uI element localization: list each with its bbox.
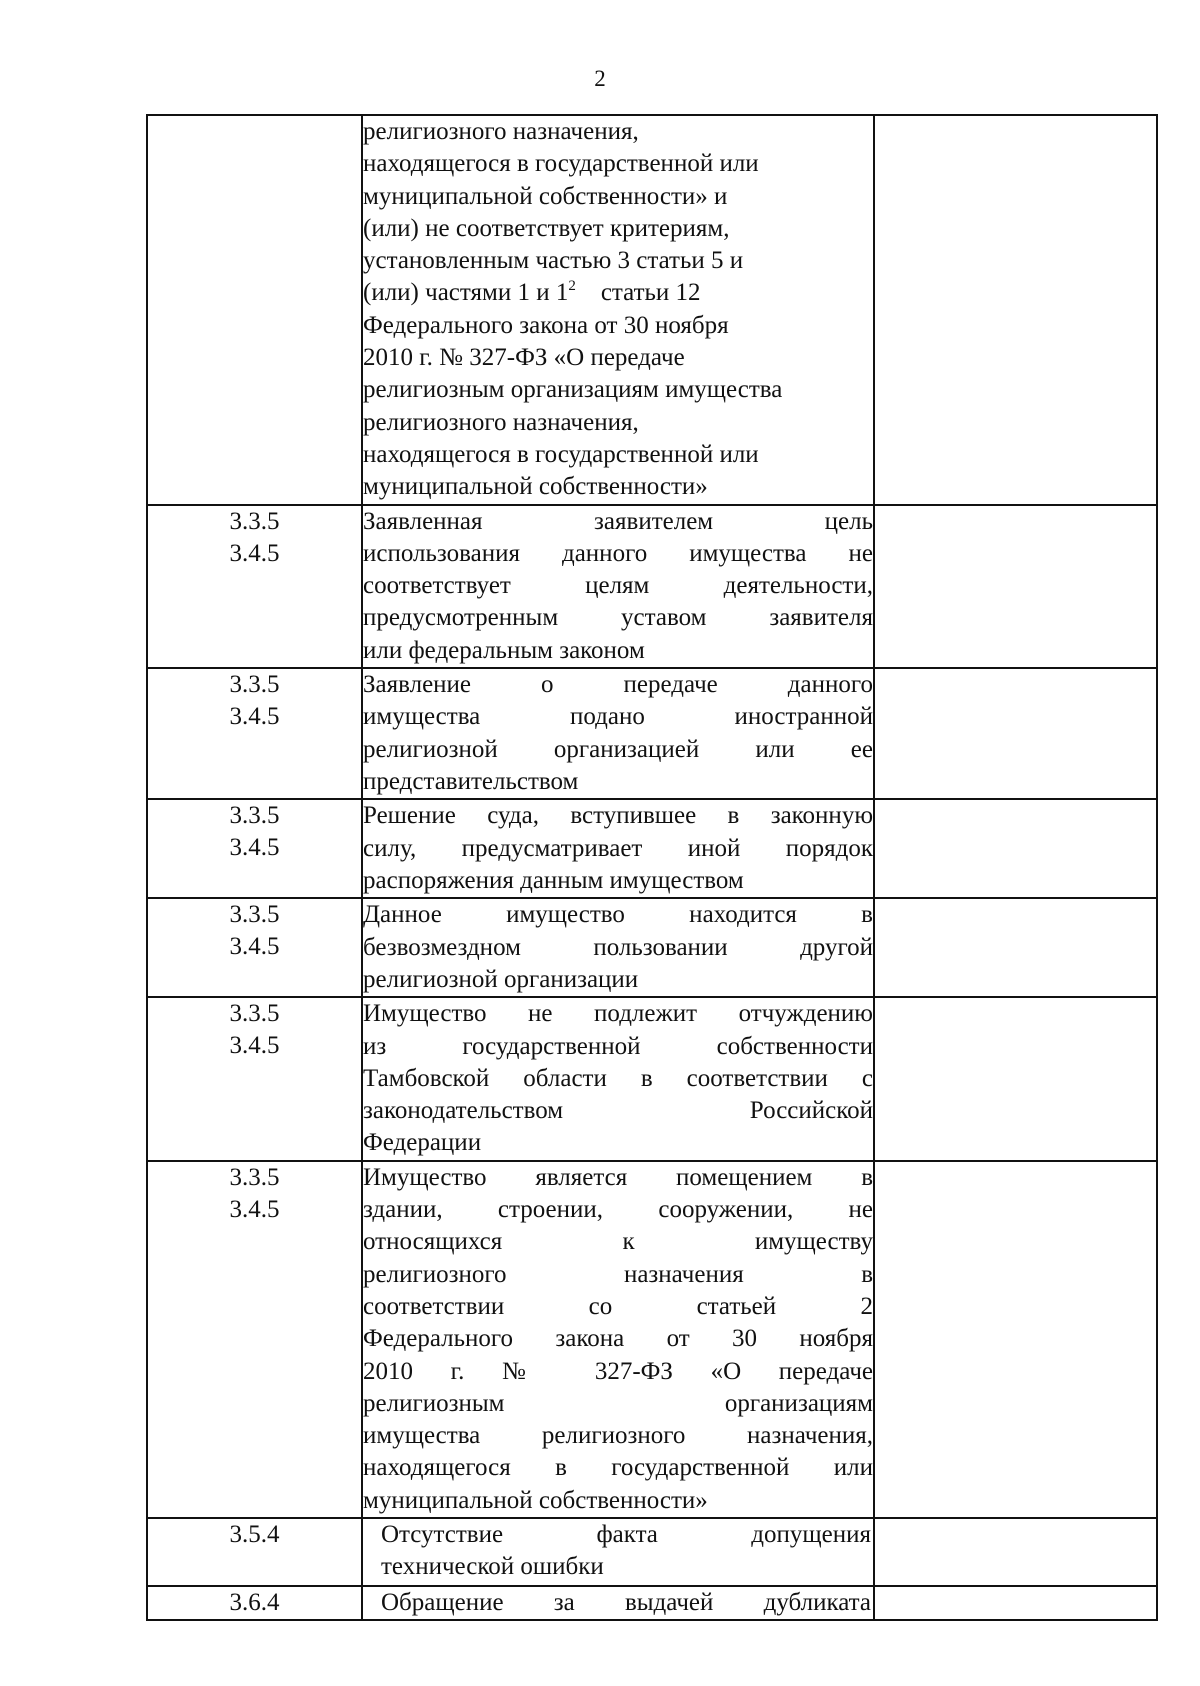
text-fragment: статьи 12 bbox=[600, 279, 701, 307]
text-cell bbox=[362, 115, 874, 505]
code-value: 3.4.5 bbox=[229, 539, 280, 567]
text-cell bbox=[362, 668, 874, 799]
text-line: находящегося в государственной или bbox=[363, 1454, 873, 1482]
text-line: соответствует целям деятельности, bbox=[363, 572, 873, 600]
table-row bbox=[147, 668, 1157, 799]
text-line: находящегося в государственной или bbox=[363, 150, 759, 178]
text-line: 2010 г. № 327-ФЗ «О передаче bbox=[363, 344, 685, 372]
text-line: Решение суда, вступившее в законную bbox=[363, 802, 873, 830]
table-row bbox=[147, 1586, 1157, 1620]
code-value: 3.6.4 bbox=[229, 1588, 280, 1616]
code-cell bbox=[147, 898, 362, 997]
superscript: 2 bbox=[568, 278, 576, 295]
text-line: Имущество является помещением в bbox=[363, 1163, 873, 1191]
code-cell bbox=[147, 505, 362, 668]
text-line: религиозного назначения, bbox=[363, 118, 639, 145]
table-row bbox=[147, 1161, 1157, 1518]
text-line: использования данного имущества не bbox=[363, 539, 873, 567]
text-cell bbox=[362, 799, 874, 898]
code-cell bbox=[147, 799, 362, 898]
text-line: Заявление о передаче данного bbox=[363, 671, 873, 699]
code-value: 3.3.5 bbox=[229, 507, 280, 535]
code-cell bbox=[147, 1161, 362, 1518]
text-line: соответствии со статьей 2 bbox=[363, 1292, 873, 1320]
note-cell bbox=[874, 1586, 1157, 1620]
code-cell bbox=[147, 668, 362, 799]
code-value: 3.3.5 bbox=[229, 1000, 280, 1028]
text-line: религиозной организации bbox=[363, 965, 639, 993]
text-line: муниципальной собственности» bbox=[363, 1486, 708, 1514]
text-line: безвозмездном пользовании другой bbox=[363, 933, 873, 961]
text-line: муниципальной собственности» bbox=[363, 473, 708, 501]
text-cell bbox=[362, 1161, 874, 1518]
text-line: установленным частью 3 статьи 5 и bbox=[363, 247, 744, 275]
text-cell bbox=[362, 1586, 874, 1620]
text-line: Обращение за выдачей дубликата bbox=[381, 1588, 871, 1616]
text-line: религиозного назначения в bbox=[363, 1260, 873, 1288]
table-row bbox=[147, 997, 1157, 1160]
code-value: 3.5.4 bbox=[229, 1520, 280, 1548]
text-cell bbox=[362, 1518, 874, 1586]
text-line: Тамбовской области в соответствии с bbox=[363, 1064, 873, 1092]
text-line: Заявленная заявителем цель bbox=[363, 507, 873, 535]
text-line: имущества религиозного назначения, bbox=[363, 1422, 873, 1450]
text-line: распоряжения данным имуществом bbox=[363, 866, 744, 894]
code-value: 3.3.5 bbox=[229, 802, 280, 830]
text-line: Федерации bbox=[363, 1129, 482, 1157]
text-line: относящихся к имуществу bbox=[363, 1228, 873, 1256]
text-line: Отсутствие факта допущения bbox=[381, 1520, 871, 1548]
text-line: (или) не соответствует критериям, bbox=[363, 214, 730, 242]
note-cell bbox=[874, 668, 1157, 799]
text-line: Федерального закона от 30 ноября bbox=[363, 1325, 873, 1353]
text-cell bbox=[362, 997, 874, 1160]
text-line: или федеральным законом bbox=[363, 636, 645, 664]
text-line: законодательством Российской bbox=[363, 1097, 873, 1125]
code-value: 3.3.5 bbox=[229, 1163, 280, 1191]
code-value: 3.3.5 bbox=[229, 671, 280, 699]
code-cell bbox=[147, 1518, 362, 1586]
table-row bbox=[147, 1518, 1157, 1586]
text-line: муниципальной собственности» и bbox=[363, 182, 728, 210]
table-row bbox=[147, 115, 1157, 505]
code-cell bbox=[147, 1586, 362, 1620]
code-value: 3.4.5 bbox=[229, 1032, 280, 1060]
text-line: Имущество не подлежит отчуждению bbox=[363, 1000, 873, 1028]
table-row bbox=[147, 505, 1157, 668]
page-number: 2 bbox=[594, 66, 606, 91]
table-row bbox=[147, 898, 1157, 997]
text-line: имущества подано иностранной bbox=[363, 703, 873, 731]
code-value: 3.4.5 bbox=[229, 703, 280, 731]
document-table bbox=[146, 114, 1158, 1621]
note-cell bbox=[874, 1518, 1157, 1586]
code-value: 3.4.5 bbox=[229, 1195, 280, 1223]
code-value: 3.3.5 bbox=[229, 901, 280, 929]
table-row bbox=[147, 799, 1157, 898]
code-value: 3.4.5 bbox=[229, 933, 280, 961]
text-line: силу, предусматривает иной порядок bbox=[363, 834, 873, 862]
text-line: здании, строении, сооружении, не bbox=[363, 1196, 873, 1224]
text-line: находящегося в государственной или bbox=[363, 440, 759, 468]
code-cell bbox=[147, 997, 362, 1160]
text-cell bbox=[362, 505, 874, 668]
text-line: Федерального закона от 30 ноября bbox=[363, 311, 729, 339]
text-fragment: (или) частями 1 и 1 bbox=[363, 279, 569, 307]
text-line: религиозного назначения, bbox=[363, 408, 639, 436]
text-line: религиозным организациям bbox=[363, 1389, 873, 1417]
text-cell bbox=[362, 898, 874, 997]
text-line: религиозным организациям имущества bbox=[363, 376, 783, 404]
text-line: 2010 г. № 327-ФЗ «О передаче bbox=[363, 1357, 873, 1385]
note-cell bbox=[874, 1161, 1157, 1518]
note-cell bbox=[874, 997, 1157, 1160]
text-fragment bbox=[576, 279, 601, 306]
text-line: из государственной собственности bbox=[363, 1032, 873, 1060]
note-cell bbox=[874, 799, 1157, 898]
code-cell bbox=[147, 115, 362, 505]
text-line-with-superscript bbox=[363, 277, 873, 309]
text-line: Данное имущество находится в bbox=[363, 901, 873, 929]
note-cell bbox=[874, 115, 1157, 505]
text-line: представительством bbox=[363, 767, 579, 795]
code-value: 3.4.5 bbox=[229, 834, 280, 862]
text-line: технической ошибки bbox=[381, 1553, 604, 1581]
note-cell bbox=[874, 898, 1157, 997]
text-line: предусмотренным уставом заявителя bbox=[363, 604, 873, 632]
note-cell bbox=[874, 505, 1157, 668]
text-line: религиозной организацией или ее bbox=[363, 735, 873, 763]
